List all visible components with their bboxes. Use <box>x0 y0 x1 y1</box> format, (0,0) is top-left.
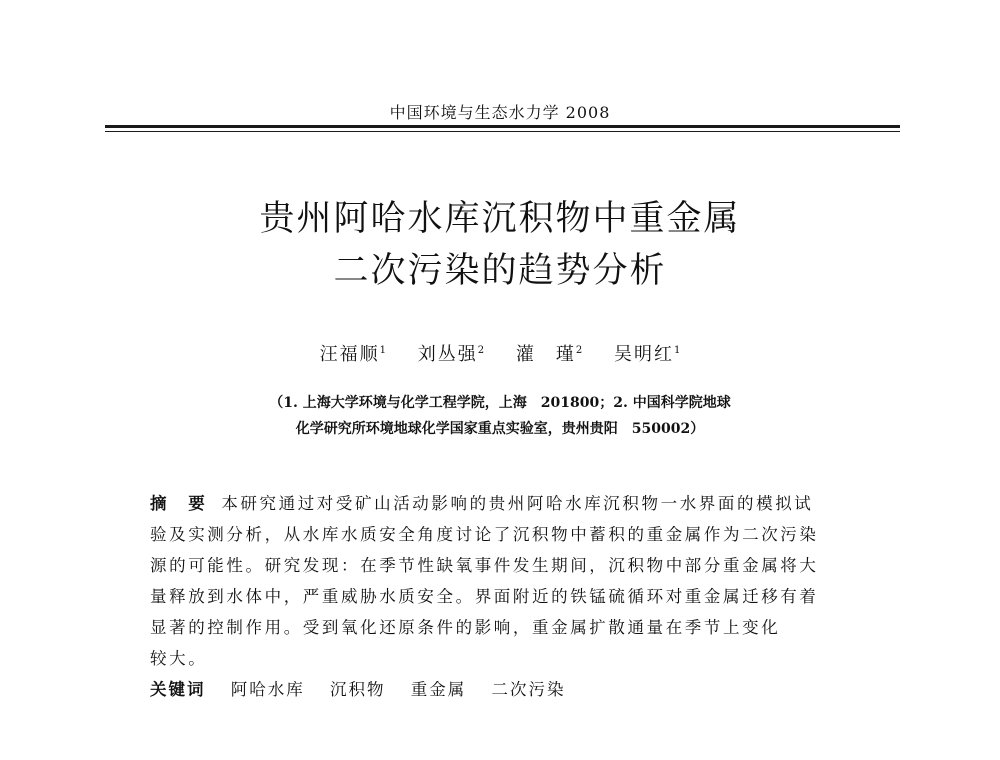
author-list <box>0 340 1000 366</box>
abstract-label: 摘 要 <box>150 494 208 513</box>
header-rule-thin <box>105 131 900 132</box>
keywords <box>150 676 862 700</box>
abstract-line <box>150 488 862 519</box>
abstract-text: 本研究通过对受矿山活动影响的贵州阿哈水库沉积物一水界面的模拟试 <box>221 494 814 513</box>
keyword: 沉积物 <box>330 680 386 699</box>
title-line-2: 二次污染的趋势分析 <box>333 251 667 291</box>
abstract-line: 较大。 <box>150 649 208 668</box>
abstract-line: 量释放到水体中，严重威胁水质安全。界面附近的铁锰硫循环对重金属迁移有着 <box>150 587 819 606</box>
affiliation-line-2: 化学研究所环境地球化学国家重点实验室，贵州贵阳 550002） <box>295 421 705 437</box>
author <box>320 340 386 366</box>
abstract-line: 源的可能性。研究发现：在季节性缺氧事件发生期间，沉积物中部分重金属将大 <box>150 556 819 575</box>
author-affiliation-mark: 1 <box>379 345 387 356</box>
abstract <box>150 488 862 674</box>
author-affiliation-mark: 2 <box>477 345 485 356</box>
author-name: 灌 瑾 <box>515 344 576 365</box>
author-name: 吴明红 <box>613 344 674 365</box>
author-name: 汪福顺 <box>319 344 380 365</box>
keyword: 重金属 <box>410 680 467 699</box>
running-header: 中国环境与生态水力学 2008 <box>389 103 611 122</box>
title-line-1: 贵州阿哈水库沉积物中重金属 <box>259 199 741 239</box>
header-rule-thick <box>105 125 900 128</box>
author-affiliation-mark: 1 <box>673 345 681 356</box>
author <box>516 340 582 366</box>
abstract-line: 验及实测分析，从水库水质安全角度讨论了沉积物中蓄积的重金属作为二次污染 <box>150 525 819 544</box>
keywords-label: 关键词 <box>150 680 206 699</box>
paper-title <box>0 193 1000 297</box>
keyword: 阿哈水库 <box>230 680 305 699</box>
abstract-line: 显著的控制作用。受到氧化还原条件的影响，重金属扩散通量在季节上变化 <box>150 618 781 637</box>
author <box>614 340 680 366</box>
keyword: 二次污染 <box>491 680 566 699</box>
author <box>418 340 484 366</box>
affiliations <box>0 390 1000 442</box>
affiliation-line-1: （1. 上海大学环境与化学工程学院，上海 201800；2. 中国科学院地球 <box>269 395 731 411</box>
author-affiliation-mark: 2 <box>575 345 583 356</box>
author-name: 刘丛强 <box>417 344 478 365</box>
